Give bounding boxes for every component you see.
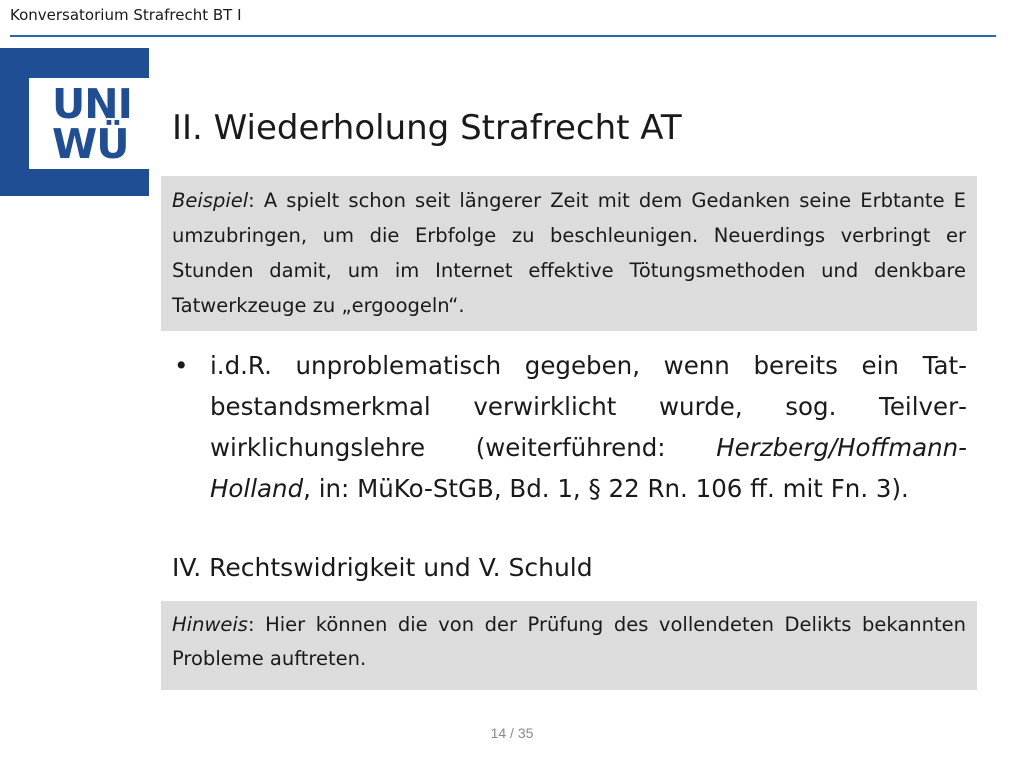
example-box	[161, 176, 977, 331]
example-label: Beispiel	[172, 189, 249, 212]
logo-line-1: UNI	[52, 79, 132, 128]
hint-box	[161, 601, 977, 690]
bullet-text-before: i.d.R. unproblematisch gegeben, wenn bereits ein Tatbestandsmerkmal verwirklicht wurde, sog. Teilverwirklichungslehre (weiterführend:	[210, 351, 967, 462]
page-number: 14 / 35	[490, 725, 534, 741]
bullet-marker: •	[174, 351, 189, 380]
bullet-citation: Herzberg/Hoffmann-Holland	[210, 433, 967, 503]
bullet-text-after: , in: MüKo-StGB, Bd. 1, § 22 Rn. 106 ff. mit Fn. 3).	[303, 474, 909, 503]
slide-title: II. Wiederholung Strafrecht AT	[172, 108, 682, 148]
list-item	[172, 345, 967, 509]
logo-line-2: WÜ	[52, 119, 129, 168]
section-heading: IV. Rechtswidrigkeit und V. Schuld	[172, 553, 593, 582]
university-logo	[0, 48, 149, 196]
logo-lettering	[52, 78, 149, 169]
hint-text: : Hier können die von der Prüfung des vollendeten Delikts bekannten Probleme auftreten.	[172, 613, 966, 670]
header-title: Konversatorium Strafrecht BT I	[10, 6, 242, 24]
bullet-list	[172, 345, 967, 509]
header-divider	[10, 35, 996, 37]
example-text: : A spielt schon seit längerer Zeit mit dem Gedanken seine Erbtante E umzubringen, um die Erbfolge zu beschleunigen. Neuerdings verbringt er Stunden damit, um im Internet effektive Tötungsmethoden und denkbare Tatwerkzeuge zu „ergoogeln“.	[172, 189, 966, 317]
hint-label: Hinweis	[172, 613, 248, 636]
